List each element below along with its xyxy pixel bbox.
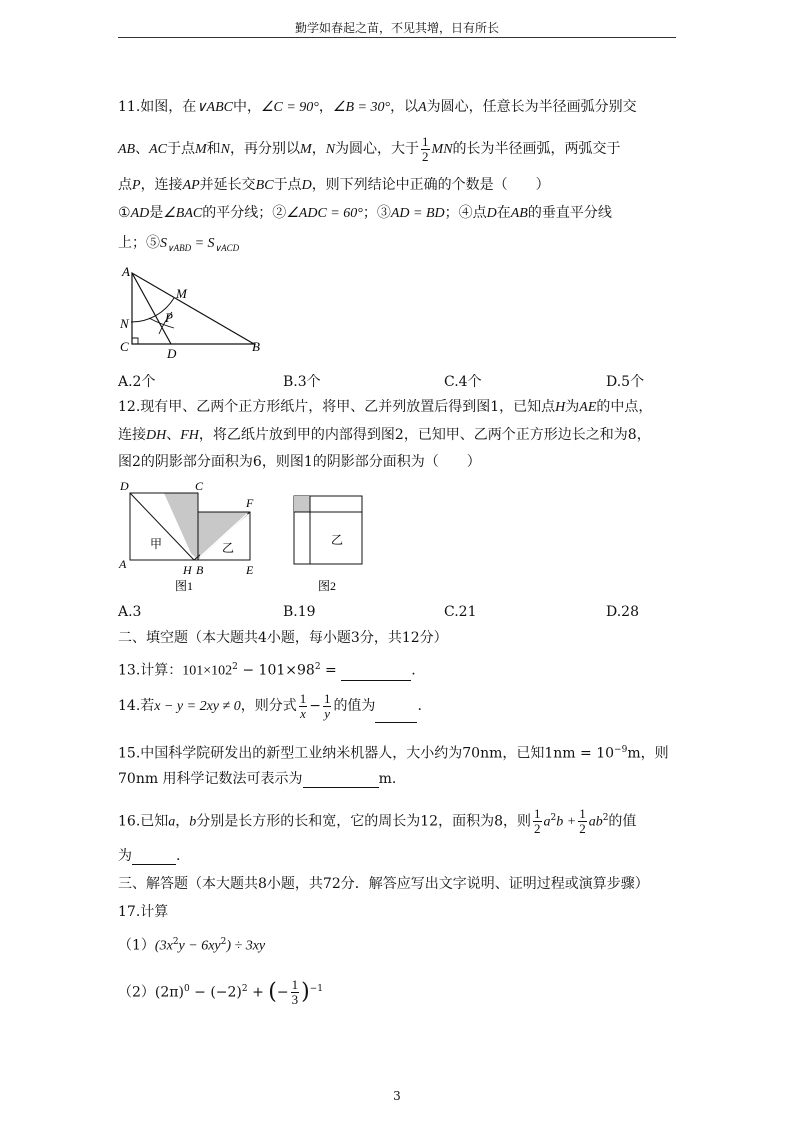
label-b: B xyxy=(196,563,204,577)
label-e: E xyxy=(246,563,254,577)
q12-figure2 xyxy=(290,492,370,596)
fraction xyxy=(299,692,308,721)
text: 和 xyxy=(206,141,221,157)
text: 的值为 xyxy=(333,698,376,714)
label-p: P xyxy=(165,310,173,325)
math: − (−2) xyxy=(189,984,242,1001)
text: 为圆心，大于 xyxy=(335,141,420,157)
text: . xyxy=(176,848,181,864)
math: b + xyxy=(556,814,577,830)
q11-option-c[interactable]: C.4个 xyxy=(444,374,482,390)
text: 连接 xyxy=(118,427,146,443)
text: ；③ xyxy=(362,205,391,221)
math: − 101×98 xyxy=(237,662,315,679)
q12-line2 xyxy=(118,426,651,445)
text: （1） xyxy=(118,937,155,954)
math: − xyxy=(309,698,321,714)
math: FH xyxy=(180,428,199,443)
text: （2） xyxy=(118,984,155,1001)
label-d: D xyxy=(120,479,129,493)
denominator: 3 xyxy=(291,992,299,1008)
text: 、 xyxy=(135,141,150,157)
q11-line1 xyxy=(118,98,637,117)
math: ab xyxy=(588,814,603,830)
text: ，以 xyxy=(390,99,419,115)
text: ；④点 xyxy=(444,205,487,221)
text: 分别是长方形的长和宽，它的周长为12，面积为8，则 xyxy=(196,813,531,830)
text: 的垂直平分线 xyxy=(527,205,612,221)
text: 12.现有甲、乙两个正方形纸片，将甲、乙并列放置后得到图1，已知点 xyxy=(118,399,556,415)
q16-answer-blank[interactable] xyxy=(132,850,176,865)
exponent: −1 xyxy=(309,984,323,994)
q17-part1 xyxy=(118,933,265,956)
text: 于点 xyxy=(273,177,302,193)
q14-answer-blank[interactable] xyxy=(375,708,417,723)
math: = xyxy=(320,662,342,679)
q15-answer-blank[interactable] xyxy=(303,773,379,788)
q15-line1 xyxy=(118,741,669,763)
math: A xyxy=(418,100,427,115)
section-2-title: 二、填空题（本大题共4小题，每小题3分，共12分） xyxy=(118,630,448,646)
math: BC xyxy=(255,178,274,193)
math: x − y = 2xy ≠ 0 xyxy=(154,699,241,714)
q16-line1 xyxy=(118,802,636,839)
q14 xyxy=(118,690,422,723)
fraction xyxy=(323,692,332,721)
text: 点 xyxy=(118,177,132,193)
section-3-title: 三、解答题（本大题共8小题，共72分．解答应写出文字说明、证明过程或演算步骤） xyxy=(118,876,649,892)
q12-option-c[interactable]: C.21 xyxy=(444,604,477,620)
math: ∨ABC xyxy=(196,100,233,115)
math: M xyxy=(300,142,312,157)
math: b xyxy=(189,814,197,830)
text: 并延长交 xyxy=(199,177,256,193)
math: a xyxy=(168,814,176,830)
q11-line4 xyxy=(118,204,612,223)
label-b: B xyxy=(252,339,260,354)
math: AB xyxy=(510,206,528,221)
text: 中， xyxy=(232,99,261,115)
math: D xyxy=(486,206,497,221)
label-m: M xyxy=(176,286,187,301)
math: H xyxy=(555,400,566,415)
numerator: 1 xyxy=(422,133,429,149)
math: 1nm = 10 xyxy=(544,745,615,762)
exponent: 2 xyxy=(241,984,248,994)
label-jia: 甲 xyxy=(150,537,163,551)
q11-figure xyxy=(112,262,272,362)
q12-line3: 图2的阴影部分面积为6，则图1的阴影部分面积为（ ） xyxy=(118,454,481,470)
text: m，则 xyxy=(627,745,669,762)
math: ∠BAC xyxy=(163,206,203,221)
denominator: x xyxy=(300,705,306,721)
math: = S xyxy=(191,236,215,251)
text: 为圆心，任意长为半径画弧分别交 xyxy=(426,99,637,115)
numerator: 1 xyxy=(299,690,307,706)
math: N xyxy=(325,142,336,157)
text: 14.若 xyxy=(118,698,155,714)
triangle-abc xyxy=(132,273,254,344)
q16-line2 xyxy=(118,847,180,865)
math: N xyxy=(220,142,231,157)
text: 为 xyxy=(565,399,580,415)
page-number: 3 xyxy=(393,1089,401,1103)
fraction xyxy=(421,135,430,164)
subscript: ∨ABD xyxy=(167,242,192,253)
q12-line1 xyxy=(118,398,652,417)
shaded-corner xyxy=(294,496,310,512)
math: AP xyxy=(182,178,200,193)
math: D xyxy=(301,178,312,193)
exponent: 2 xyxy=(220,937,227,947)
label-c: C xyxy=(195,479,204,493)
q12-figure1 xyxy=(112,476,272,596)
math: AE xyxy=(579,400,597,415)
label-yi: 乙 xyxy=(222,541,235,555)
label-yi: 乙 xyxy=(331,533,344,547)
math: 101×102 xyxy=(182,663,233,679)
text: 是 xyxy=(149,205,164,221)
exponent: 2 xyxy=(314,662,321,672)
text: 在 xyxy=(496,205,511,221)
right-angle-mark xyxy=(132,338,138,344)
text: 15.中国科学院研发出的新型工业纳米机器人，大小约为70nm，已知 xyxy=(118,745,545,762)
math: a xyxy=(543,814,551,830)
q13-answer-blank[interactable] xyxy=(341,666,411,681)
label-a: A xyxy=(119,557,127,571)
label-c: C xyxy=(120,339,129,354)
math: AC xyxy=(149,142,167,157)
exponent: 2 xyxy=(172,937,179,947)
q13 xyxy=(118,658,416,681)
text: 于点 xyxy=(167,141,195,157)
text: ， xyxy=(311,141,326,157)
text: ，再分别以 xyxy=(230,141,301,157)
label-h: H xyxy=(183,563,192,577)
math: y − 6xy xyxy=(178,938,221,954)
denominator: 2 xyxy=(534,821,541,837)
text: 上；⑤ xyxy=(118,235,160,251)
math: + xyxy=(247,984,269,1001)
text: 的长为半径画弧，两弧交于 xyxy=(452,141,621,157)
math: MN xyxy=(431,142,453,157)
q11-option-d[interactable]: D.5个 xyxy=(606,374,645,390)
denominator: y xyxy=(324,705,331,721)
label-a: A xyxy=(122,264,130,279)
text: ，则分式 xyxy=(240,698,297,714)
label-n: N xyxy=(120,316,129,331)
fraction xyxy=(291,978,300,1007)
right-paren: ) xyxy=(301,979,310,1005)
numerator: 1 xyxy=(534,806,541,822)
q15-line2 xyxy=(118,770,396,788)
figure2-caption: 图2 xyxy=(318,579,337,593)
text: 的值 xyxy=(608,813,637,830)
exponent: 2 xyxy=(602,813,609,823)
text: 、 xyxy=(166,427,181,443)
q11-line2 xyxy=(118,134,621,165)
left-paren: ( xyxy=(268,979,277,1005)
numerator: 1 xyxy=(291,977,299,993)
denominator: 2 xyxy=(422,148,429,164)
math: S xyxy=(160,236,167,251)
q12-option-a[interactable]: A.3 xyxy=(118,604,142,620)
q17-title: 17.计算 xyxy=(118,904,169,920)
fraction xyxy=(533,807,542,836)
math: ) ÷ 3xy xyxy=(226,938,266,954)
text: ，连接 xyxy=(140,177,183,193)
text: 的中点， xyxy=(596,399,653,415)
figure1-caption: 图1 xyxy=(175,579,194,593)
math: AD = BD xyxy=(390,206,445,221)
text: 13.计算： xyxy=(118,662,183,679)
text: 70nm 用科学记数法可表示为 xyxy=(118,771,303,787)
numerator: 1 xyxy=(579,806,586,822)
math: DH xyxy=(146,428,167,443)
text: 16.已知 xyxy=(118,813,169,830)
math: (3x xyxy=(154,938,173,954)
math: ∠B = 30° xyxy=(332,100,391,115)
exponent: 0 xyxy=(183,984,190,994)
text: 的平分线；② xyxy=(202,205,287,221)
denominator: 2 xyxy=(579,821,586,837)
text: 为 xyxy=(118,848,132,864)
q11-line3 xyxy=(118,176,550,195)
text: ，将乙纸片放到甲的内部得到图2，已知甲、乙两个正方形边长之和为8， xyxy=(198,427,651,443)
math: (2π) xyxy=(154,984,184,1001)
page-header: 勤学如春起之苗，不见其增，日有所长 xyxy=(294,21,499,35)
header-divider xyxy=(118,37,676,38)
text: ， xyxy=(175,813,190,830)
exponent: −9 xyxy=(614,745,628,755)
math: AD xyxy=(130,206,150,221)
math: AB xyxy=(118,142,136,157)
subscript: ∨ACD xyxy=(214,242,240,253)
numerator: 1 xyxy=(323,690,331,706)
text: ① xyxy=(118,205,131,221)
math: M xyxy=(195,142,207,157)
text: m. xyxy=(378,771,397,787)
q11-line5 xyxy=(118,234,239,257)
label-f: F xyxy=(246,496,254,510)
text: 11.如图，在 xyxy=(118,99,197,115)
math: P xyxy=(132,178,141,193)
math: ∠C = 90° xyxy=(260,100,319,115)
q11-option-b[interactable]: B.3个 xyxy=(283,374,321,390)
exponent: 2 xyxy=(550,813,557,823)
text: ，则下列结论中正确的个数是（ ） xyxy=(311,177,550,193)
fraction xyxy=(578,807,587,836)
q12-option-d[interactable]: D.28 xyxy=(606,604,639,620)
text: . xyxy=(417,698,422,714)
exponent: 2 xyxy=(232,662,238,672)
q11-option-a[interactable]: A.2个 xyxy=(118,374,156,390)
text: . xyxy=(411,662,416,679)
label-d: D xyxy=(167,346,177,361)
q17-part2: $(2)(2\pi)^0 - (-2)^2$ + (− $\frac{1}{3}$ )$^{-1}$ xyxy=(118,977,323,1008)
q12-option-b[interactable]: B.19 xyxy=(283,604,316,620)
text: ， xyxy=(318,99,333,115)
math: ∠ADC = 60° xyxy=(286,206,363,221)
